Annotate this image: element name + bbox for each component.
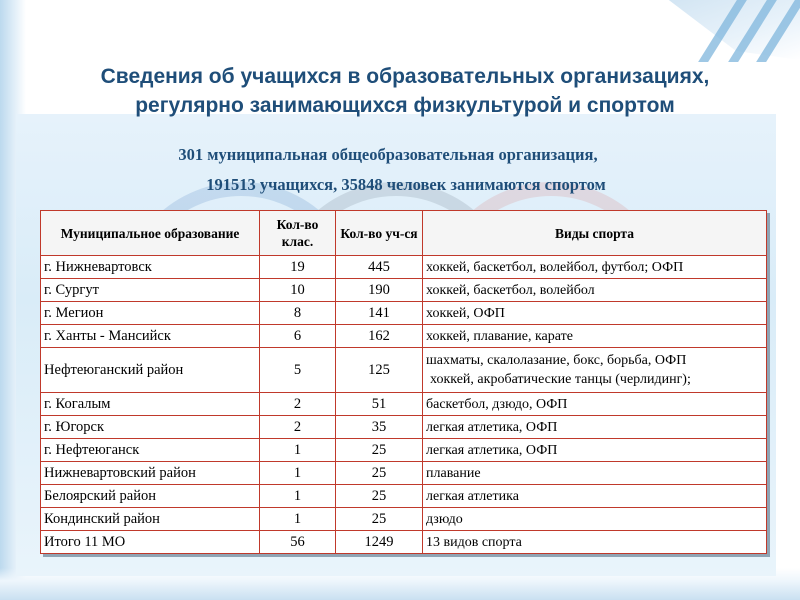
cell-students: 35 xyxy=(336,416,423,439)
cell-municipality: Нижневартовский район xyxy=(41,462,260,485)
header-sports: Виды спорта xyxy=(423,211,767,256)
cell-municipality: Нефтеюганский район xyxy=(41,348,260,393)
cell-municipality: г. Мегион xyxy=(41,302,260,325)
table-row xyxy=(41,325,767,348)
cell-sports: хоккей, плавание, карате xyxy=(423,325,767,348)
cell-classes: 10 xyxy=(260,279,336,302)
cell-students: 51 xyxy=(336,393,423,416)
title-line-2: регулярно занимающихся физкультурой и спортом xyxy=(135,94,675,117)
students-sports-table xyxy=(40,210,767,554)
cell-students: 1249 xyxy=(336,531,423,554)
cell-municipality: г. Сургут xyxy=(41,279,260,302)
cell-students: 141 xyxy=(336,302,423,325)
sports-line-1: шахматы, скалолазание, бокс, борьба, ОФП xyxy=(426,353,687,368)
cell-sports: легкая атлетика xyxy=(423,485,767,508)
cell-sports: дзюдо xyxy=(423,508,767,531)
header-students: Кол-во уч-ся xyxy=(336,211,423,256)
cell-sports: хоккей, ОФП xyxy=(423,302,767,325)
cell-municipality: г. Югорск xyxy=(41,416,260,439)
cell-municipality: г. Нефтеюганск xyxy=(41,439,260,462)
table-row xyxy=(41,393,767,416)
cell-sports: хоккей, баскетбол, волейбол xyxy=(423,279,767,302)
cell-sports: плавание xyxy=(423,462,767,485)
cell-classes: 2 xyxy=(260,393,336,416)
cell-classes: 2 xyxy=(260,416,336,439)
cell-classes: 1 xyxy=(260,508,336,531)
table-total-row xyxy=(41,531,767,554)
sports-line-2: хоккей, акробатические танцы (черлидинг); xyxy=(430,372,691,387)
cell-municipality: Кондинский район xyxy=(41,508,260,531)
cell-classes: 8 xyxy=(260,302,336,325)
table-row xyxy=(41,416,767,439)
table-row xyxy=(41,302,767,325)
table-row xyxy=(41,462,767,485)
cell-students: 25 xyxy=(336,439,423,462)
cell-classes: 56 xyxy=(260,531,336,554)
cell-municipality: г. Нижневартовск xyxy=(41,256,260,279)
table-row xyxy=(41,256,767,279)
header-municipality: Муниципальное образование xyxy=(41,211,260,256)
table-row xyxy=(41,279,767,302)
subtitle-line-2: 191513 учащихся, 35848 человек занимаются спортом xyxy=(206,175,606,194)
table-header-row xyxy=(41,211,767,256)
title-line-1: Сведения об учащихся в образовательных организациях, xyxy=(100,65,710,88)
cell-classes: 6 xyxy=(260,325,336,348)
table-row xyxy=(41,348,767,393)
cell-classes: 19 xyxy=(260,256,336,279)
table-row xyxy=(41,508,767,531)
header-classes: Кол-во клас. xyxy=(260,211,336,256)
cell-students: 25 xyxy=(336,485,423,508)
cell-sports: 13 видов спорта xyxy=(423,531,767,554)
cell-students: 25 xyxy=(336,508,423,531)
cell-sports: легкая атлетика, ОФП xyxy=(423,439,767,462)
cell-municipality: Белоярский район xyxy=(41,485,260,508)
table-row xyxy=(41,485,767,508)
cell-sports: легкая атлетика, ОФП xyxy=(423,416,767,439)
cell-students: 162 xyxy=(336,325,423,348)
cell-classes: 1 xyxy=(260,439,336,462)
cell-sports: хоккей, баскетбол, волейбол, футбол; ОФП xyxy=(423,256,767,279)
cell-classes: 1 xyxy=(260,462,336,485)
cell-municipality: г. Когалым xyxy=(41,393,260,416)
slide-title xyxy=(30,62,780,120)
cell-municipality: Итого 11 МО xyxy=(41,531,260,554)
cell-students: 25 xyxy=(336,462,423,485)
cell-classes: 5 xyxy=(260,348,336,393)
cell-students: 445 xyxy=(336,256,423,279)
cell-classes: 1 xyxy=(260,485,336,508)
cell-sports: баскетбол, дзюдо, ОФП xyxy=(423,393,767,416)
subtitle-line-1: 301 муниципальная общеобразовательная организация, xyxy=(178,145,598,164)
cell-sports xyxy=(423,348,767,393)
cell-students: 125 xyxy=(336,348,423,393)
cell-municipality: г. Ханты - Мансийск xyxy=(41,325,260,348)
table-row xyxy=(41,439,767,462)
cell-students: 190 xyxy=(336,279,423,302)
